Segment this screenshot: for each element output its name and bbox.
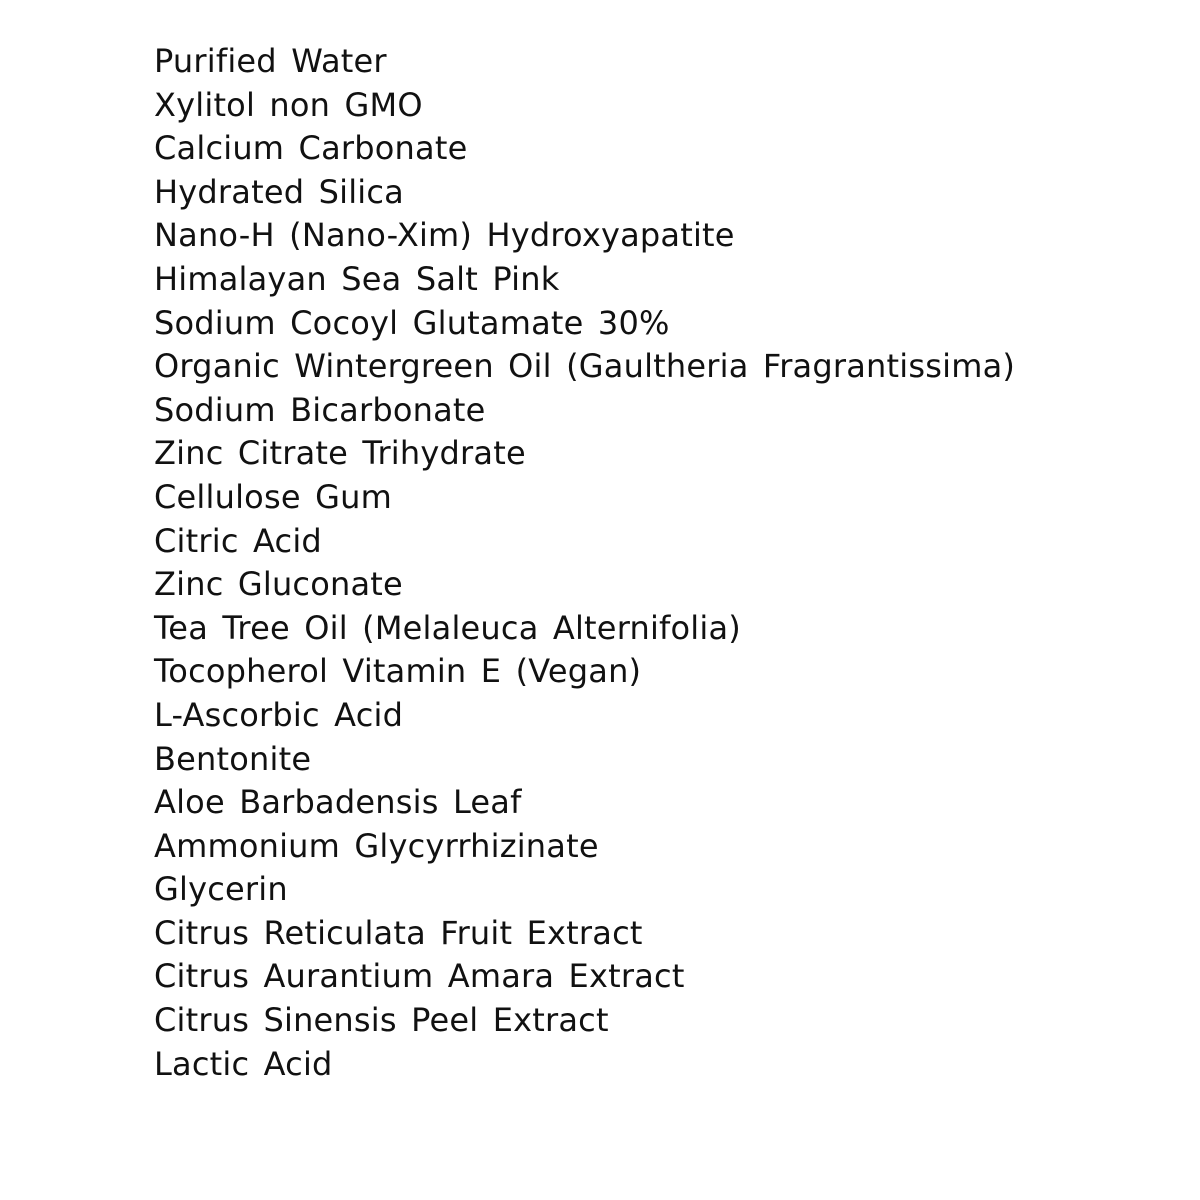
ingredient-item: L-Ascorbic Acid [154,695,404,734]
ingredient-item: Ammonium Glycyrrhizinate [154,826,599,865]
ingredient-item: Hydrated Silica [154,172,404,211]
ingredient-item: Citrus Aurantium Amara Extract [154,957,685,996]
ingredient-item: Nano-H (Nano-Xim) Hydroxyapatite [154,216,735,255]
ingredient-item: Citrus Sinensis Peel Extract [154,1001,609,1040]
ingredient-item: Xylitol non GMO [154,85,423,124]
ingredient-item: Zinc Gluconate [154,565,403,604]
ingredient-item: Lactic Acid [154,1044,333,1083]
ingredient-item: Glycerin [154,870,288,909]
ingredient-item: Tocopherol Vitamin E (Vegan) [154,652,642,691]
ingredient-item: Organic Wintergreen Oil (Gaultheria Fragrantissima) [154,347,1016,386]
ingredient-item: Sodium Cocoyl Glutamate 30% [154,303,670,342]
ingredient-item: Himalayan Sea Salt Pink [154,259,560,298]
ingredient-item: Calcium Carbonate [154,129,468,168]
ingredient-item: Cellulose Gum [154,477,392,516]
ingredient-item: Sodium Bicarbonate [154,390,486,429]
ingredient-item: Zinc Citrate Trihydrate [154,434,526,473]
ingredient-list [154,40,1015,1086]
ingredient-item: Bentonite [154,739,312,778]
ingredient-item: Citric Acid [154,521,322,560]
ingredient-item: Tea Tree Oil (Melaleuca Alternifolia) [154,608,741,647]
ingredient-item: Purified Water [154,42,387,80]
ingredient-item: Aloe Barbadensis Leaf [154,783,522,822]
ingredient-item: Citrus Reticulata Fruit Extract [154,913,643,952]
